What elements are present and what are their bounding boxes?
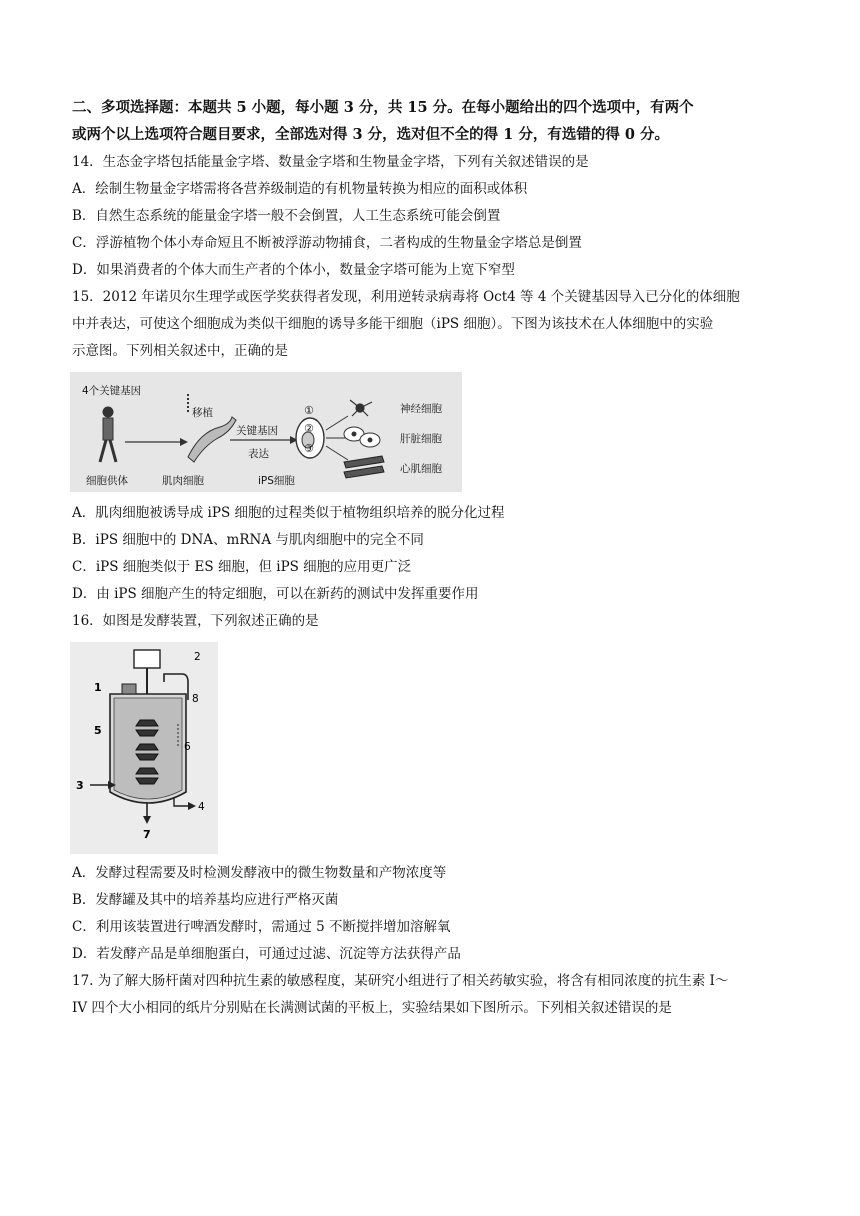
section-heading-line-2: 或两个以上选项符合题目要求，全部选对得 3 分，选对但不全的得 1 分，有选错的得 0 分。 [72,126,670,143]
ips-cell-label: iPS细胞 [258,475,295,487]
genes-label: 4个关键基因 [82,385,142,397]
muscle-cell-label: 肌肉细胞 [162,475,204,487]
route-3-label: ③ [304,442,314,455]
q16-option-c: C．利用该装置进行啤酒发酵时，需通过 5 不断搅拌增加溶解氧 [72,919,451,935]
q14-stem: 14．生态金字塔包括能量金字塔、数量金字塔和生物量金字塔，下列有关叙述错误的是 [72,154,589,170]
section-heading-line-1: 二、多项选择题：本题共 5 小题，每小题 3 分，共 15 分。在每小题给出的四个选项中，有两个 [72,99,694,116]
label-8: 8 [192,693,199,705]
q15-stem-line-1: 15．2012 年诺贝尔生理学或医学奖获得者发现，利用逆转录病毒将 Oct4 等 4 个关键基因导入已分化的体细胞 [72,289,740,305]
q15-stem-line-3: 示意图。下列相关叙述中，正确的是 [72,343,288,359]
q17-stem-line-1: 17. 为了解大肠杆菌对四种抗生素的敏感程度，某研究小组进行了相关药敏实验，将含有相同浓度的抗生素 I～ [72,973,729,989]
fermenter-figure [70,642,218,854]
label-6: 6 [184,741,191,753]
q16-stem: 16．如图是发酵装置，下列叙述正确的是 [72,613,319,629]
transplant-label: 移植 [192,407,213,419]
q17-stem-line-2: IV 四个大小相同的纸片分别贴在长满测试菌的平板上，实验结果如下图所示。下列相关叙述错误的是 [72,1000,672,1016]
express-label: 表达 [248,448,269,460]
donor-label: 细胞供体 [86,475,128,487]
route-2-label: ② [304,422,314,435]
nerve-cell-label: 神经细胞 [400,403,442,415]
label-2: 2 [194,651,201,663]
label-5: 5 [94,724,102,737]
q15-option-d: D．由 iPS 细胞产生的特定细胞，可以在新药的测试中发挥重要作用 [72,586,479,602]
cardiac-cell-label: 心肌细胞 [400,463,442,475]
q14-option-c: C．浮游植物个体小寿命短且不断被浮游动物捕食，二者构成的生物量金字塔总是倒置 [72,235,582,251]
label-3: 3 [76,779,84,792]
q15-option-b: B．iPS 细胞中的 DNA、mRNA 与肌肉细胞中的完全不同 [72,532,424,548]
q15-option-a: A．肌肉细胞被诱导成 iPS 细胞的过程类似于植物组织培养的脱分化过程 [72,505,505,521]
label-1: 1 [94,681,102,694]
q14-option-d: D．如果消费者的个体大而生产者的个体小，数量金字塔可能为上宽下窄型 [72,262,515,278]
q15-stem-line-2: 中并表达，可使这个细胞成为类似干细胞的诱导多能干细胞（iPS 细胞）。下图为该技术在人体细胞中的实验 [72,316,714,332]
q14-option-b: B．自然生态系统的能量金字塔一般不会倒置，人工生态系统可能会倒置 [72,208,501,224]
route-1-label: ① [304,404,314,417]
key-gene-label: 关键基因 [236,425,278,437]
q16-option-a: A．发酵过程需要及时检测发酵液中的微生物数量和产物浓度等 [72,865,447,881]
q16-option-b: B．发酵罐及其中的培养基均应进行严格灭菌 [72,892,339,908]
q16-option-d: D．若发酵产品是单细胞蛋白，可通过过滤、沉淀等方法获得产品 [72,946,461,962]
motor-icon [134,650,160,668]
q15-option-c: C．iPS 细胞类似于 ES 细胞，但 iPS 细胞的应用更广泛 [72,559,412,575]
ips-experiment-figure [70,372,462,492]
q14-option-a: A．绘制生物量金字塔需将各营养级制造的有机物量转换为相应的面积或体积 [72,181,528,197]
label-7: 7 [143,828,151,841]
label-4: 4 [198,801,205,813]
liver-cell-label: 肝脏细胞 [400,433,442,445]
